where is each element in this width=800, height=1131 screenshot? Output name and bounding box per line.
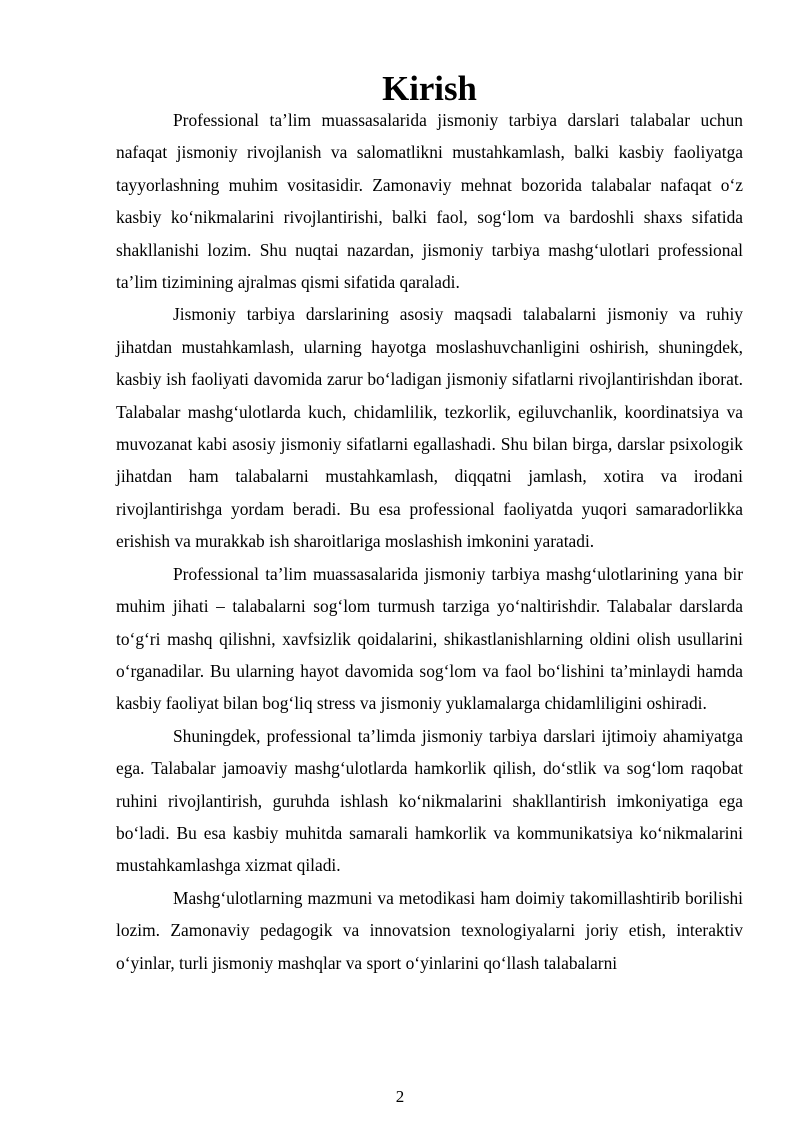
paragraph-3: Professional ta’lim muassasalarida jismoniy tarbiya mashg‘ulotlarining yana bir muhim jihati – talabalarni sog‘lom turmush tarziga yo‘naltirishdir. Talabalar darslarda to‘g‘ri mashq qilishni, xavfsizlik qoidalarini, shikastlanishlarning oldini olish usullarini o‘rganadilar. Bu ularning hayot davomida sog‘lom va faol bo‘lishini ta’minlaydi hamda kasbiy faoliyat bilan bog‘liq stress va jismoniy yuklamalarga chidamliligini oshiradi. xyxy=(116,563,743,714)
section-title: Kirish xyxy=(382,69,477,108)
paragraph-5: Mashg‘ulotlarning mazmuni va metodikasi ham doimiy takomillashtirib borilishi lozim. Zamonaviy pedagogik va innovatsion texnologiyalarni joriy etish, interaktiv o‘yinlar, turli jismoniy mashqlar va sport o‘yinlarini qo‘llash talabalarni xyxy=(116,887,743,973)
page-content xyxy=(116,69,743,979)
page-number: 2 xyxy=(395,1087,405,1106)
paragraph-2: Jismoniy tarbiya darslarining asosiy maqsadi talabalarni jismoniy va ruhiy jihatdan mustahkamlash, ularning hayotga moslashuvchanligini oshirish, shuningdek, kasbiy ish faoliyati davomida zarur bo‘ladigan jismoniy sifatlarni rivojlantirishdan iborat. Talabalar mashg‘ulotlarda kuch, chidamlilik, tezkorlik, egiluvchanlik, koordinatsiya va muvozanat kabi asosiy jismoniy sifatlarni egallashadi. Shu bilan birga, darslar psixologik jihatdan ham talabalarni mustahkamlash, diqqatni jamlash, xotira va irodani rivojlantirishga yordam beradi. Bu esa professional faoliyatda yuqori samaradorlikka erishish va murakkab ish sharoitlariga moslashish imkonini yaratadi. xyxy=(116,304,743,552)
paragraph-4: Shuningdek, professional ta’limda jismoniy tarbiya darslari ijtimoiy ahamiyatga ega. Talabalar jamoaviy mashg‘ulotlarda hamkorlik qilish, do‘stlik va sog‘lom raqobat ruhini rivojlantirish, guruhda ishlash ko‘nikmalarini shakllantirish imkoniyatiga ega bo‘ladi. Bu esa kasbiy muhitda samarali hamkorlik va kommunikatsiya ko‘nikmalarini mustahkamlashga xizmat qiladi. xyxy=(116,725,743,876)
paragraph-1: Professional ta’lim muassasalarida jismoniy tarbiya darslari talabalar uchun nafaqat jismoniy rivojlanish va salomatlikni mustahkamlash, balki kasbiy faoliyatga tayyorlashning muhim vositasidir. Zamonaviy mehnat bozorida talabalar nafaqat o‘z kasbiy ko‘nikmalarini rivojlantirishi, balki faol, sog‘lom va bardoshli shaxs sifatida shakllanishi lozim. Shu nuqtai nazardan, jismoniy tarbiya mashg‘ulotlari professional ta’lim tizimining ajralmas qismi sifatida qaraladi. xyxy=(116,110,743,293)
